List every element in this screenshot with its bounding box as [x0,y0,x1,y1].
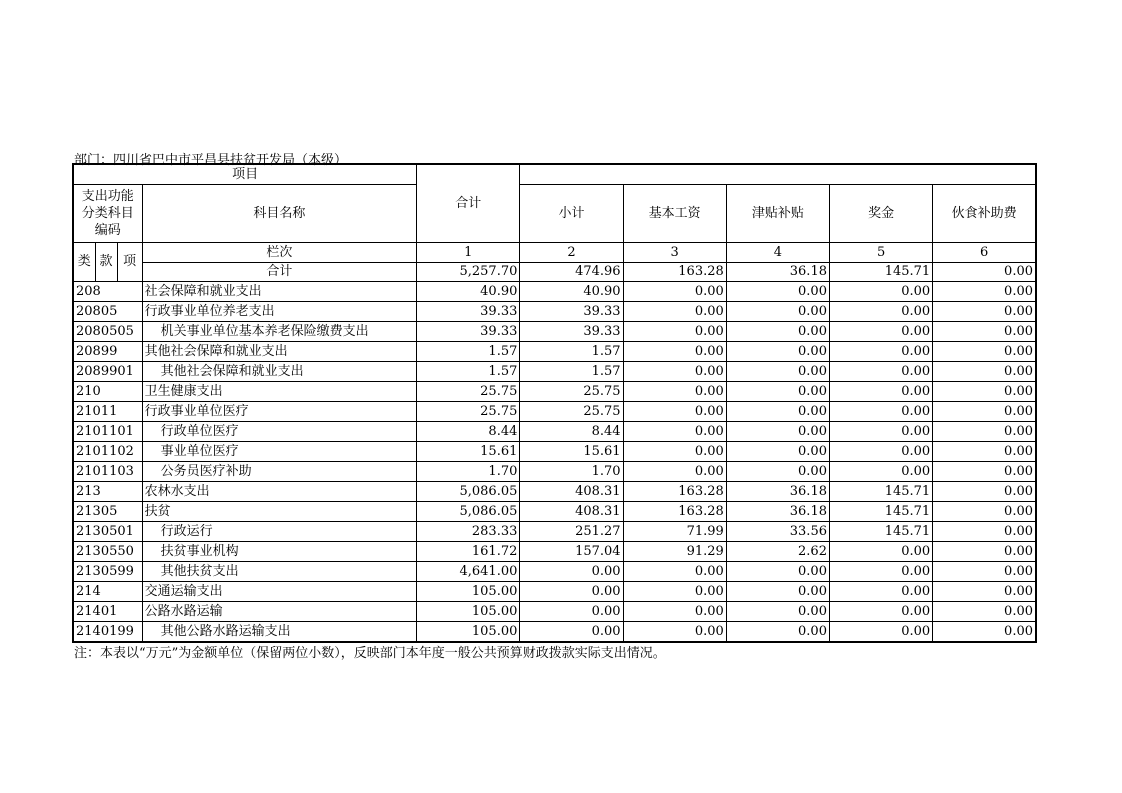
row-value: 2.62 [726,541,829,561]
row-value: 0.00 [933,361,1036,381]
row-value: 0.00 [726,601,829,621]
row-value: 40.90 [417,281,520,301]
column-number-row [73,242,1036,262]
row-value: 0.00 [520,621,623,642]
lei-header: 类 [73,242,95,281]
table-row [73,561,1036,581]
row-value: 0.00 [933,521,1036,541]
row-value: 5,086.05 [417,481,520,501]
table-row [73,281,1036,301]
table-row [73,601,1036,621]
row-value: 251.27 [520,521,623,541]
row-value: 0.00 [726,461,829,481]
row-value: 0.00 [623,301,726,321]
table-row [73,321,1036,341]
code-group-header: 支出功能分类科目编码 [73,184,142,242]
footnote: 注：本表以“万元”为金额单位（保留两位小数），反映部门本年度一般公共预算财政拨款实际支出情况。 [74,646,666,661]
row-code: 210 [73,381,142,401]
row-value: 0.00 [726,341,829,361]
row-value: 25.75 [417,381,520,401]
row-value: 0.00 [829,441,932,461]
row-value: 36.18 [726,481,829,501]
row-value: 157.04 [520,541,623,561]
row-value: 0.00 [933,461,1036,481]
header-row-1 [73,164,1036,184]
column-number: 4 [726,242,829,262]
row-name: 交通运输支出 [142,581,417,601]
column-number: 2 [520,242,623,262]
total-column-header: 合计 [417,164,520,242]
row-value: 0.00 [933,601,1036,621]
row-value: 8.44 [520,421,623,441]
column-number: 6 [933,242,1036,262]
row-value: 0.00 [726,361,829,381]
row-value: 0.00 [623,421,726,441]
row-value: 0.00 [520,601,623,621]
row-code: 208 [73,281,142,301]
empty-header-cell [520,164,1036,184]
row-value: 105.00 [417,581,520,601]
row-value: 5,086.05 [417,501,520,521]
row-code: 2089901 [73,361,142,381]
total-value: 474.96 [520,262,623,281]
row-value: 0.00 [623,561,726,581]
table-row [73,341,1036,361]
table-row [73,541,1036,561]
row-value: 0.00 [933,501,1036,521]
department-label: 部门：四川省巴中市平昌县扶贫开发局（本级） [74,153,348,168]
total-row-label: 合计 [142,262,417,281]
total-value: 0.00 [933,262,1036,281]
table-row [73,481,1036,501]
row-value: 40.90 [520,281,623,301]
table-row [73,381,1036,401]
row-code: 2080505 [73,321,142,341]
row-value: 145.71 [829,501,932,521]
row-value: 0.00 [726,621,829,642]
row-value: 39.33 [520,321,623,341]
row-value: 0.00 [933,581,1036,601]
row-value: 0.00 [933,441,1036,461]
row-value: 163.28 [623,481,726,501]
row-value: 1.70 [520,461,623,481]
row-value: 0.00 [829,601,932,621]
row-value: 161.72 [417,541,520,561]
col-meal-subsidy-header: 伙食补助费 [933,184,1036,242]
row-value: 0.00 [829,461,932,481]
item-group-header: 项目 [73,164,417,184]
row-code: 20899 [73,341,142,361]
row-value: 1.57 [417,341,520,361]
row-value: 0.00 [726,301,829,321]
row-code: 2101102 [73,441,142,461]
xiang-header: 项 [117,242,142,281]
row-value: 0.00 [829,381,932,401]
row-name: 扶贫事业机构 [142,541,417,561]
table-row [73,441,1036,461]
row-value: 0.00 [829,361,932,381]
row-name: 公务员医疗补助 [142,461,417,481]
row-value: 0.00 [829,541,932,561]
row-code: 2101103 [73,461,142,481]
row-value: 0.00 [623,581,726,601]
row-value: 0.00 [623,361,726,381]
row-value: 0.00 [623,401,726,421]
row-value: 0.00 [933,481,1036,501]
row-name: 社会保障和就业支出 [142,281,417,301]
row-value: 0.00 [520,581,623,601]
row-name: 其他公路水路运输支出 [142,621,417,642]
row-value: 283.33 [417,521,520,541]
row-code: 21305 [73,501,142,521]
row-value: 0.00 [623,621,726,642]
row-name: 扶贫 [142,501,417,521]
row-code: 20805 [73,301,142,321]
row-value: 0.00 [726,401,829,421]
row-value: 0.00 [933,541,1036,561]
row-value: 0.00 [933,421,1036,441]
table-row [73,521,1036,541]
row-value: 0.00 [726,381,829,401]
table-row [73,361,1036,381]
row-value: 4,641.00 [417,561,520,581]
row-value: 0.00 [829,621,932,642]
row-value: 0.00 [829,561,932,581]
row-value: 15.61 [417,441,520,461]
row-value: 36.18 [726,501,829,521]
row-value: 0.00 [933,321,1036,341]
row-value: 39.33 [417,321,520,341]
row-code: 214 [73,581,142,601]
row-value: 0.00 [726,441,829,461]
row-value: 0.00 [623,461,726,481]
row-value: 71.99 [623,521,726,541]
row-value: 0.00 [933,381,1036,401]
row-value: 0.00 [933,281,1036,301]
row-code: 2140199 [73,621,142,642]
row-value: 1.70 [417,461,520,481]
row-code: 21011 [73,401,142,421]
table-row [73,301,1036,321]
row-name: 农林水支出 [142,481,417,501]
row-value: 0.00 [829,581,932,601]
col-allowance-header: 津贴补贴 [726,184,829,242]
row-value: 1.57 [520,361,623,381]
row-value: 0.00 [623,281,726,301]
table-row [73,461,1036,481]
row-name: 行政运行 [142,521,417,541]
column-number: 3 [623,242,726,262]
row-code: 2130599 [73,561,142,581]
row-value: 0.00 [933,621,1036,642]
table-row [73,621,1036,642]
row-value: 0.00 [726,281,829,301]
row-value: 1.57 [417,361,520,381]
row-value: 0.00 [726,421,829,441]
row-value: 0.00 [726,581,829,601]
row-value: 0.00 [623,441,726,461]
row-value: 0.00 [623,381,726,401]
name-column-header: 科目名称 [142,184,417,242]
row-value: 0.00 [829,281,932,301]
row-name: 其他扶贫支出 [142,561,417,581]
row-name: 行政单位医疗 [142,421,417,441]
column-number: 5 [829,242,932,262]
row-value: 145.71 [829,521,932,541]
row-value: 25.75 [417,401,520,421]
row-value: 0.00 [623,601,726,621]
row-code: 2130550 [73,541,142,561]
row-value: 0.00 [829,401,932,421]
total-value: 163.28 [623,262,726,281]
table-row [73,581,1036,601]
row-code: 2130501 [73,521,142,541]
row-code: 21401 [73,601,142,621]
table-row [73,501,1036,521]
total-value: 36.18 [726,262,829,281]
row-value: 408.31 [520,501,623,521]
row-value: 33.56 [726,521,829,541]
row-code: 213 [73,481,142,501]
row-code: 2101101 [73,421,142,441]
row-value: 91.29 [623,541,726,561]
row-name: 行政事业单位医疗 [142,401,417,421]
row-value: 25.75 [520,381,623,401]
row-value: 0.00 [520,561,623,581]
table-row [73,401,1036,421]
column-number: 1 [417,242,520,262]
row-value: 105.00 [417,601,520,621]
row-value: 39.33 [520,301,623,321]
row-value: 25.75 [520,401,623,421]
total-value: 5,257.70 [417,262,520,281]
row-name: 卫生健康支出 [142,381,417,401]
row-value: 0.00 [623,341,726,361]
row-name: 其他社会保障和就业支出 [142,361,417,381]
header-row-2 [73,184,1036,242]
row-value: 1.57 [520,341,623,361]
total-value: 145.71 [829,262,932,281]
row-value: 0.00 [623,321,726,341]
row-value: 0.00 [829,321,932,341]
row-name: 行政事业单位养老支出 [142,301,417,321]
row-value: 8.44 [417,421,520,441]
row-name: 其他社会保障和就业支出 [142,341,417,361]
kuan-header: 款 [95,242,117,281]
row-value: 163.28 [623,501,726,521]
row-value: 0.00 [829,421,932,441]
col-basic-salary-header: 基本工资 [623,184,726,242]
expenditure-table [72,163,1037,643]
row-value: 39.33 [417,301,520,321]
col-subtotal-header: 小计 [520,184,623,242]
row-value: 145.71 [829,481,932,501]
row-name: 事业单位医疗 [142,441,417,461]
total-row [73,262,1036,281]
row-value: 0.00 [933,341,1036,361]
row-value: 408.31 [520,481,623,501]
col-bonus-header: 奖金 [829,184,932,242]
row-name: 公路水路运输 [142,601,417,621]
row-value: 0.00 [933,561,1036,581]
row-value: 0.00 [829,301,932,321]
row-value: 0.00 [726,321,829,341]
row-value: 0.00 [933,401,1036,421]
row-name: 机关事业单位基本养老保险缴费支出 [142,321,417,341]
row-value: 0.00 [933,301,1036,321]
row-value: 0.00 [829,341,932,361]
row-value: 15.61 [520,441,623,461]
row-value: 0.00 [726,561,829,581]
table-row [73,421,1036,441]
row-value: 105.00 [417,621,520,642]
column-row-label: 栏次 [142,242,417,262]
